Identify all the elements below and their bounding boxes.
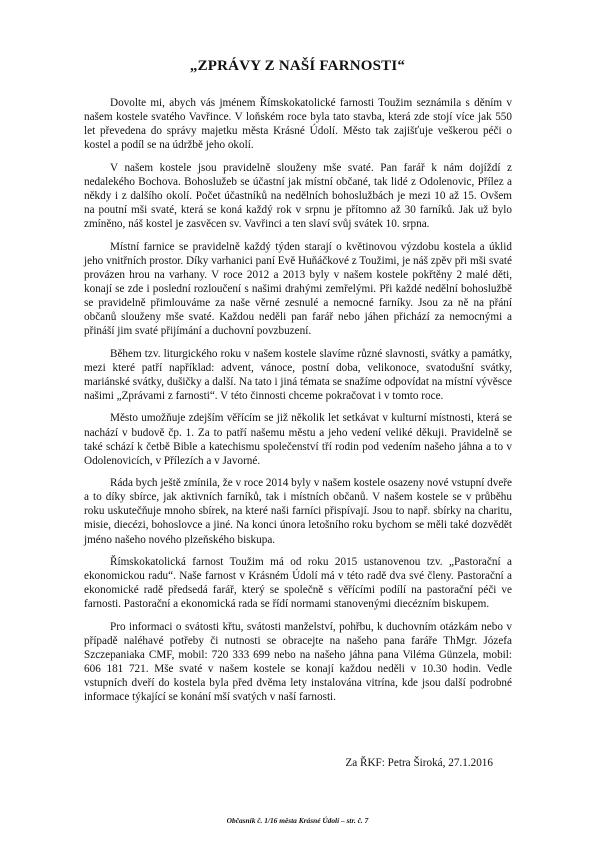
paragraph-pastoral-council: Římskokatolická farnost Toužim má od roku 2015 ustanovenou tzv. „Pastorační a ekonomickou radu“. Naše farnost v Krásném Údolí má v této radě dva své členy. Pastorační a ekonomické radě předsedá farář, který se společně s věřícími podílí na pastorační péči ve farnosti. Pastorační a ekonomická rada se řídí normami stanovenými diecézním biskupem. xyxy=(84,556,512,611)
signature-line: Za ŘKF: Petra Široká, 27.1.2016 xyxy=(345,757,493,769)
article-body xyxy=(84,96,512,713)
paragraph-liturgical-year: Během tzv. liturgického roku v našem kostele slavíme různé slavnosti, svátky a památky, mezi které patří například: advent, vánoce, postní doba, velikonoce, svatodušní svátky, mariánské svátky, dušičky a další. Na tato i jiná témata se snažíme odpovídat na místní vývěsce našimi „Zprávami z farnosti“. V této činnosti chceme pokračovat i v tomto roce. xyxy=(84,347,512,402)
page-title: „ZPRÁVY Z NAŠÍ FARNOSTI“ xyxy=(189,58,406,74)
paragraph-parishioners: Místní farnice se pravidelně každý týden starají o květinovou výzdobu kostela a úklid jeho vnitřních prostor. Díky varhanici paní Evě Huňáčkové z Toužimi, je náš zpěv při mši svaté provázen hrou na varhany. V roce 2012 a 2013 byly v našem kostele pokřtěny 2 malé děti, konají se zde i poslední rozloučení s našimi drahými zemřelými. Při každé nedělní bohoslužbě se pravidelně přimlouváme za naše věrné zesnulé a nemocné farníky. Jsou za ně na přání občanů slouženy mše svaté. Každou neděli pan farář nebo jáhen přichází za nemocnými a přináší jim svaté přijímání a duchovní povzbuzení. xyxy=(84,240,512,338)
paragraph-contact-info: Pro informaci o svátosti křtu, svátosti manželství, pohřbu, k duchovním otázkám nebo v případě naléhavé potřeby či nutnosti se obracejte na našeho pana faráře ThMgr. Józefa Szczepaniaka CMF, mobil: 720 333 699 nebo na našeho jáhna pana Viléma Günzela, mobil: 606 181 721. Mše svaté v našem kostele se konají každou neděli v 10.30 hodin. Vedle vstupních dveří do kostela byla před dvěma lety instalována vitrína, kde jsou další podrobné informace týkající se konání mší svatých v naší farnosti. xyxy=(84,620,512,704)
paragraph-collections: Ráda bych ještě zmínila, že v roce 2014 byly v našem kostele osazeny nové vstupní dveře a to díky sbírce, jak aktivních farníků, tak i místních občanů. V našem kostele se v průběhu roku uskutečňuje mnoho sbírek, na které naši farníci přispívají. Jsou to např. sbírky na charitu, misie, diecézi, bohoslovce a jiné. Na konci února letošního roku bychom se měli také dozvědět jméno našeho nového plzeňského biskupa. xyxy=(84,477,513,546)
paragraph-masses: V našem kostele jsou pravidelně slouženy mše svaté. Pan farář k nám dojíždí z nedalekého Bochova. Bohoslužeb se účastní jak místní občané, tak lidé z Odolenovic, Přílez a někdy i z dalšího okolí. Počet účastníků na nedělních bohoslužbách je mezi 10 až 15. Ovšem na poutní mši svaté, která se koná každý rok v srpnu je přítomno až 30 farníků. Jak už bylo zmíněno, náš kostel je zasvěcen sv. Vavřinci a ten slaví svůj svátek 10. srpna. xyxy=(84,161,512,231)
paragraph-intro: Dovolte mi, abych vás jménem Římskokatolické farnosti Toužim seznámila s děním v našem kostele svatého Vavřince. V loňském roce byla tato stavba, která zde stojí více jak 550 let převedena do správy majetku města Krásné Údolí. Město tak zajišťuje veškerou péči o kostel a podíl se na údržbě jeho okolí. xyxy=(84,97,512,152)
paragraph-meetings: Město umožňuje zdejším věřícím se již několik let setkávat v kulturní místnosti, která se nachází v budově čp. 1. Za to patří našemu městu a jeho vedení veliké děkuji. Pravidelně se také schází k četbě Bible a katechismu společenství tří rodin pod vedením našeho jáhna a to v Odolenovicích, v Přílezích a v Javorné. xyxy=(84,412,512,467)
page-footer: Občasník č. 1/16 města Krásné Údolí – str. č. 7 xyxy=(226,816,369,825)
